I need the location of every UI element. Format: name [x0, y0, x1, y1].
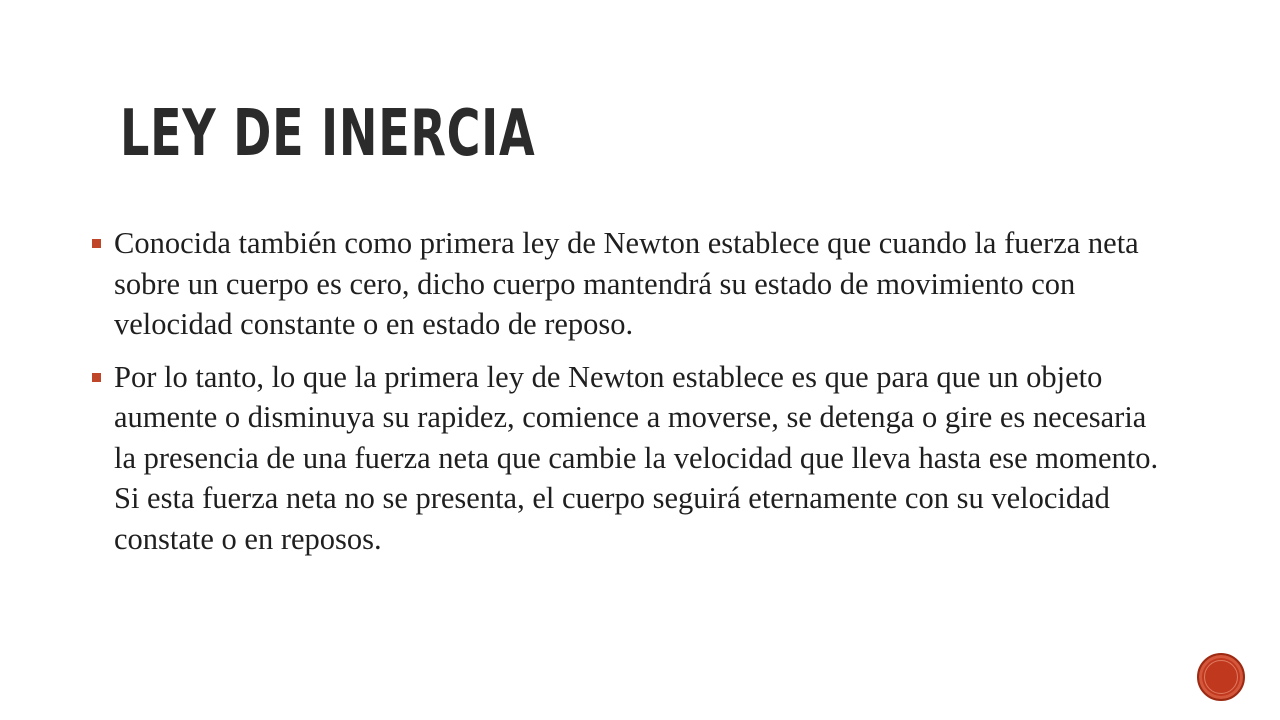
bullet-text: Por lo tanto, lo que la primera ley de Newton establece es que para que un objeto aumente o disminuya su rapidez, comience a moverse, se detenga o gire es necesaria la presencia de una fuerza neta que cambie la velocidad que lleva hasta ese momento. Si esta fuerza neta no se presenta, el cuerpo seguirá eternamente con su velocidad constate o en reposos. — [114, 359, 1159, 556]
bullet-text: Conocida también como primera ley de Newton establece que cuando la fuerza neta sobre un cuerpo es cero, dicho cuerpo mantendrá su estado de movimiento con velocidad constante o en estado de reposo. — [114, 226, 1139, 341]
bullet-item — [88, 223, 1168, 345]
bullet-list — [88, 223, 1168, 571]
bullet-item — [88, 357, 1168, 560]
slide-badge-icon — [1197, 653, 1245, 701]
slide-title: LEY DE INERCIA — [120, 97, 536, 171]
square-bullet-icon — [92, 239, 101, 248]
square-bullet-icon — [92, 373, 101, 382]
